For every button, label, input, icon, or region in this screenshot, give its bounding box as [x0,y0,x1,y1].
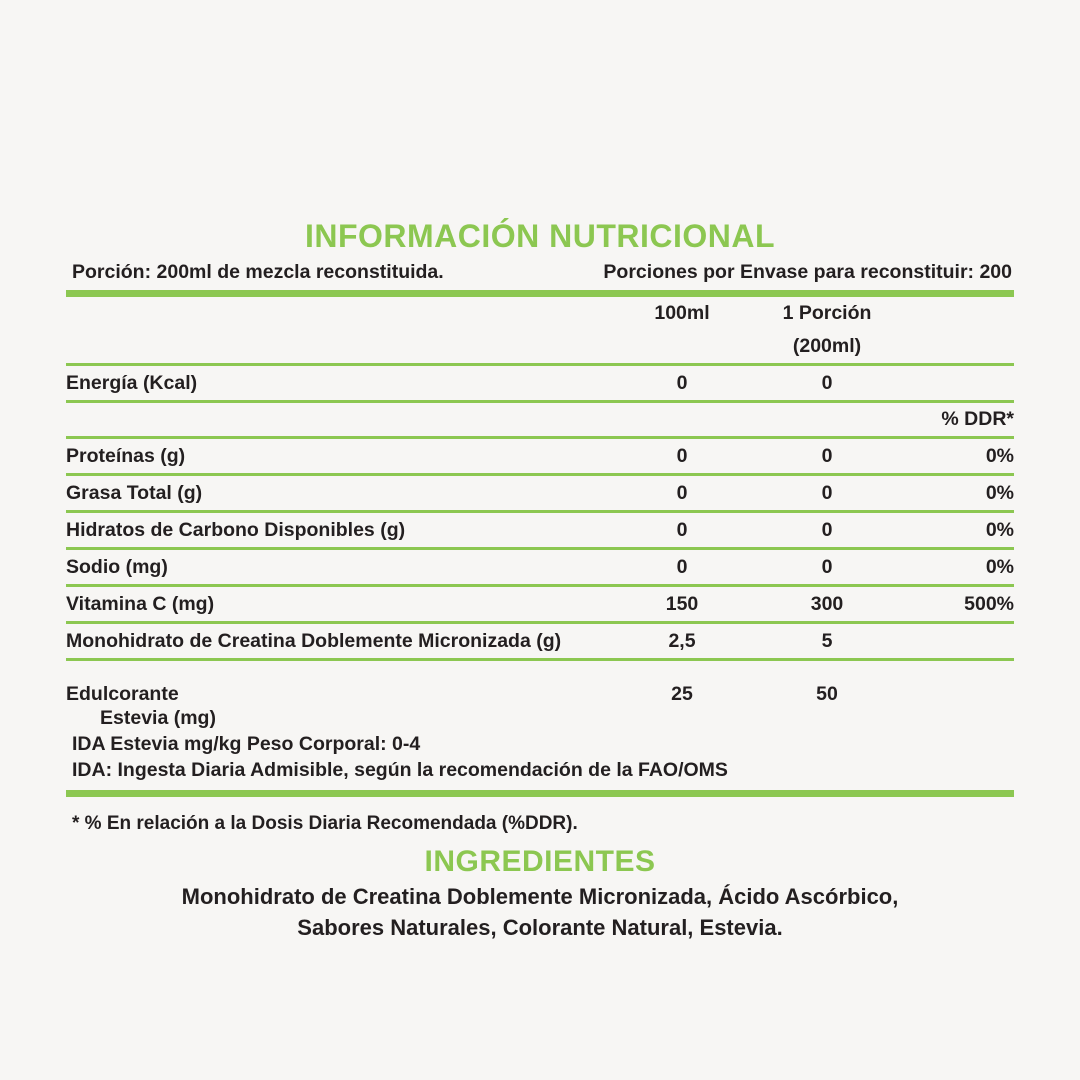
ingredients-title: INGREDIENTES [424,845,656,879]
ingredients-line-2: Sabores Naturales, Colorante Natural, Estevia. [297,915,783,941]
column-header-ddr: % DDR* [941,407,1014,430]
table-row [66,550,1014,584]
table-row [66,366,1014,400]
page-title: INFORMACIÓN NUTRICIONAL [304,218,776,254]
row-value-100ml: 0 [676,555,688,578]
row-value-portion: 0 [821,555,833,578]
row-value-portion: 0 [821,518,833,541]
row-value-portion: 5 [821,629,833,652]
row-value-100ml: 150 [665,592,699,615]
table-row [66,439,1014,473]
row-label: Monohidrato de Creatina Doblemente Micronizada (g) [66,629,562,652]
nutrition-facts-panel [66,218,1014,944]
row-label: Energía (Kcal) [66,371,198,394]
ida-line-1: IDA Estevia mg/kg Peso Corporal: 0-4 [72,733,421,756]
column-header-ddr-empty [902,297,1014,363]
table-row [66,476,1014,510]
sweetener-row [66,661,1014,731]
row-label: Grasa Total (g) [66,481,203,504]
row-value-ddr: 0% [985,444,1014,467]
portion-size-label: Porción: 200ml de mezcla reconstituida. [72,260,444,283]
row-value-ddr [902,366,1014,400]
ddr-footnote: * % En relación a la Dosis Diaria Recomendada (%DDR). [72,813,578,835]
row-value-portion: 300 [810,592,844,615]
divider-thick-bottom [66,790,1014,797]
column-header-nutrient [66,297,612,363]
row-label: Vitamina C (mg) [66,592,215,615]
table-row [66,624,1014,658]
ida-notes [66,730,1014,788]
ddr-header-spacer-100 [612,403,752,436]
column-header-100ml: 100ml [654,301,710,324]
sweetener-value-100ml [612,661,752,731]
ida-line-2: IDA: Ingesta Diaria Admisible, según la recomendación de la FAO/OMS [72,759,728,782]
nutrition-table [66,297,1014,731]
row-label: Hidratos de Carbono Disponibles (g) [66,518,406,541]
row-value-portion: 0 [821,444,833,467]
sweetener-value-portion [752,661,902,731]
row-value-100ml: 0 [676,371,688,394]
row-label: Sodio (mg) [66,555,168,578]
row-value-ddr: 0% [985,481,1014,504]
ddr-header-spacer [66,403,612,436]
row-value-ddr: 0% [985,518,1014,541]
row-value-100ml: 0 [676,481,688,504]
sweetener-value-100ml-text: 25 [671,682,693,705]
table-header-row [66,297,1014,363]
servings-per-container-label: Porciones por Envase para reconstituir: 200 [603,260,1012,283]
table-row [66,513,1014,547]
sweetener-label [66,661,612,731]
row-value-ddr [902,624,1014,658]
portion-summary [66,261,1014,288]
row-value-100ml: 0 [676,444,688,467]
ddr-header-spacer-portion [752,403,902,436]
divider-thick-top [66,290,1014,297]
ingredients-list [66,881,1014,943]
row-value-portion: 0 [821,481,833,504]
row-value-100ml: 0 [676,518,688,541]
row-label: Proteínas (g) [66,444,186,467]
row-value-ddr: 0% [985,555,1014,578]
sweetener-label-line1: Edulcorante [66,682,179,705]
column-header-portion: 1 Porción (200ml) [782,301,872,357]
ingredients-line-1: Monohidrato de Creatina Doblemente Micronizada, Ácido Ascórbico, [181,884,899,910]
row-value-portion: 0 [821,371,833,394]
row-value-100ml: 2,5 [668,629,696,652]
row-value-ddr: 500% [964,592,1014,615]
sweetener-value-ddr [902,661,1014,731]
ddr-header-row [66,403,1014,436]
sweetener-label-line2: Estevia (mg) [100,706,216,729]
table-row [66,587,1014,621]
sweetener-value-portion-text: 50 [816,682,838,705]
